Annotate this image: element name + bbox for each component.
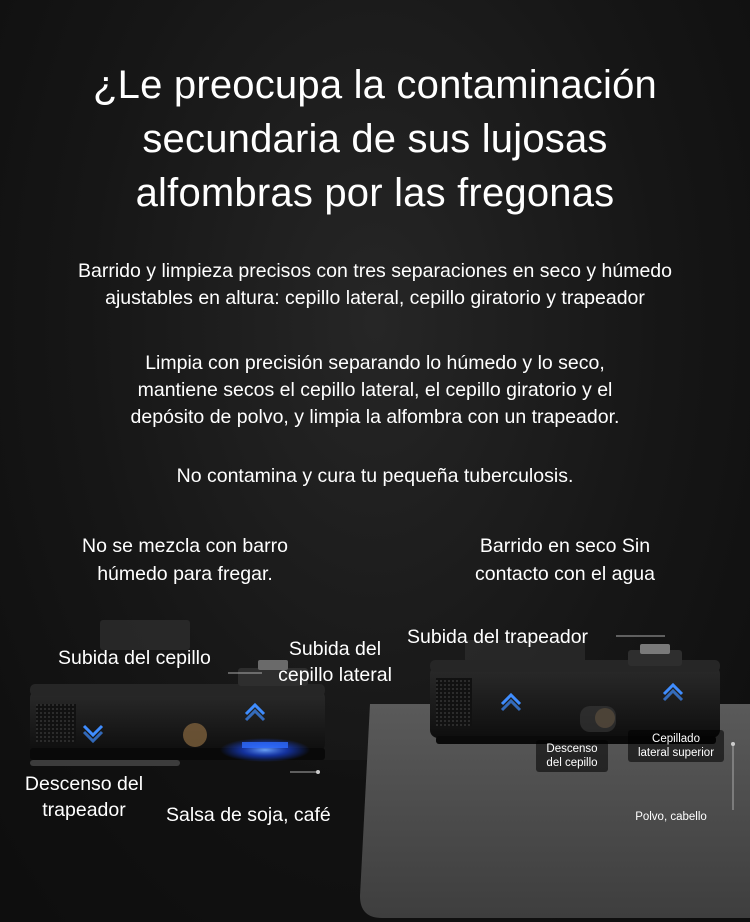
title-line-2: secundaria de sus lujosas [142, 117, 608, 161]
page-title [0, 58, 750, 220]
label-mop-down-line-2: trapeador [42, 799, 126, 821]
right-caption-line-2: contacto con el agua [475, 563, 655, 585]
chevron-up-icon [242, 700, 268, 726]
stain-dot [316, 770, 320, 774]
description-3: No contamina y cura tu pequeña tuberculosis. [176, 465, 574, 487]
dust-dot [731, 742, 735, 746]
title-line-3: alfombras por las fregonas [135, 171, 615, 215]
label-side-brush-up-line-2: cepillo lateral [278, 664, 392, 686]
label-brush-down-line-2: del cepillo [546, 757, 598, 769]
label-side-brush-top [628, 730, 724, 762]
description-2-line-3: depósito de polvo, y limpia la alfombra con un trapeador. [130, 406, 620, 428]
chevron-up-icon [498, 690, 524, 716]
left-caption-line-2: húmedo para fregar. [97, 563, 273, 585]
description-1-line-2: ajustables en altura: cepillo lateral, cepillo giratorio y trapeador [105, 287, 645, 309]
label-brush-up: Subida del cepillo [58, 647, 211, 669]
description-1 [0, 258, 750, 312]
label-brush-down-line-1: Descenso [546, 743, 598, 755]
chevron-up-icon [660, 680, 686, 706]
left-caption-line-1: No se mezcla con barro [82, 535, 288, 557]
right-caption-line-1: Barrido en seco Sin [479, 535, 651, 557]
description-2-line-1: Limpia con precisión separando lo húmedo y lo seco, [145, 352, 605, 374]
chevron-down-icon [80, 720, 106, 746]
title-line-1: ¿Le preocupa la contaminación [93, 63, 657, 107]
label-stain: Salsa de soja, café [166, 804, 331, 826]
label-side-brush-up [268, 636, 402, 688]
description-1-line-1: Barrido y limpieza precisos con tres separaciones en seco y húmedo [78, 260, 672, 282]
label-side-brush-up-line-1: Subida del [288, 638, 382, 660]
description-2 [0, 350, 750, 431]
label-mop-down-line-1: Descenso del [24, 773, 144, 795]
left-caption [40, 532, 330, 588]
label-mop-up: Subida del trapeador [407, 626, 589, 648]
label-brush-down [536, 740, 608, 772]
right-caption [420, 532, 710, 588]
label-side-brush-top-line-1: Cepillado [652, 733, 700, 745]
label-side-brush-top-line-2: lateral superior [637, 747, 715, 759]
description-2-line-2: mantiene secos el cepillo lateral, el cepillo giratorio y el [137, 379, 613, 401]
label-mop-down [12, 771, 156, 823]
label-dust: Polvo, cabello [635, 811, 707, 823]
